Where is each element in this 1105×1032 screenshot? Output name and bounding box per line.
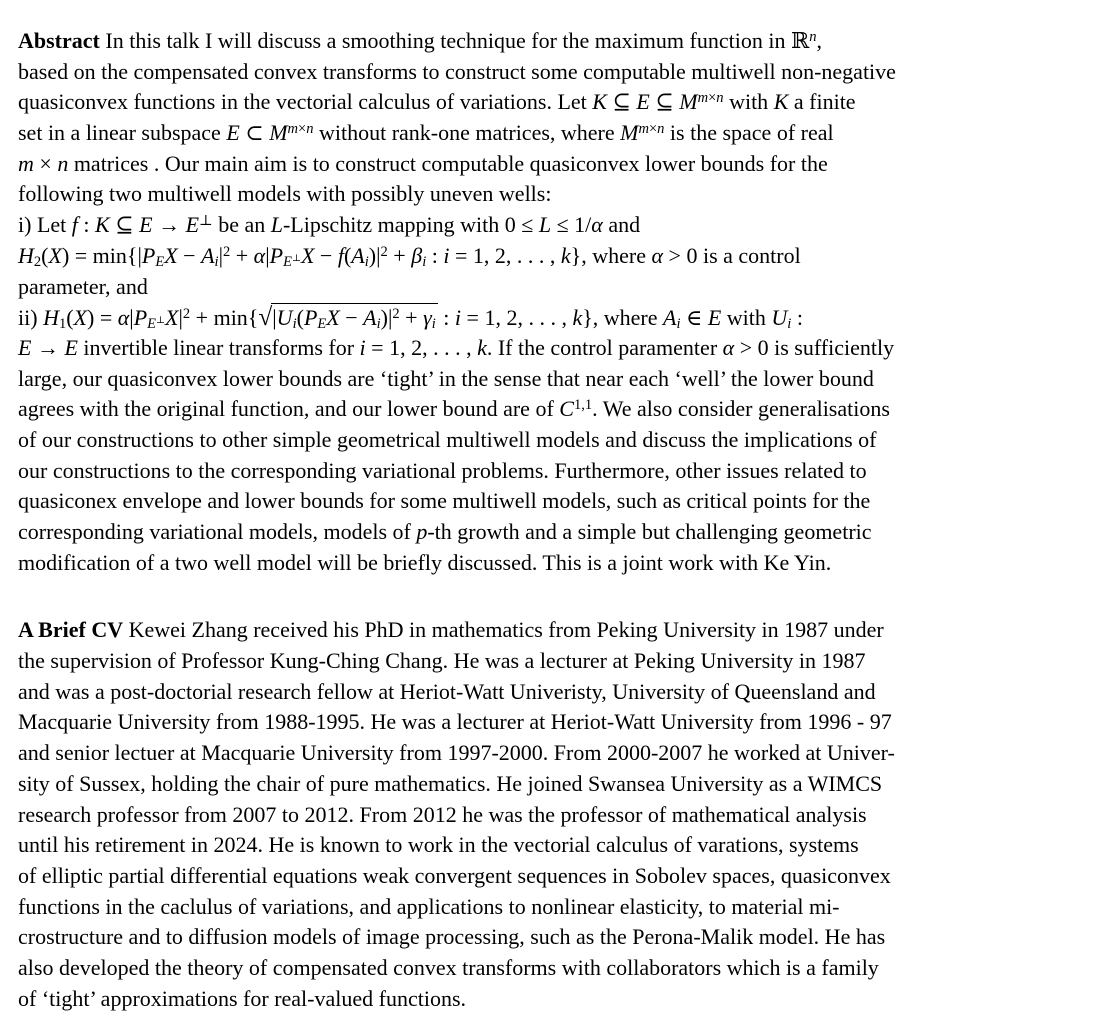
text-line: Macquarie University from 1988-1995. He was a lecturer at Heriot-Watt University from 1996 - 97	[18, 709, 892, 735]
text-line: set in a linear subspace E ⊂ $M^{m\times n}$ without rank-one matrices, where $M^{m\times n}$ is the space of real	[18, 120, 834, 146]
text-line: E → E invertible linear transforms for i = 1, 2, . . . , k. If the control paramenter α > 0 is sufficiently	[18, 334, 895, 360]
abstract-paragraph	[18, 26, 1086, 578]
text-line: following two multiwell models with possibly uneven wells:	[18, 181, 552, 207]
text-line: m × n matrices . Our main aim is to construct computable quasiconvex lower bounds for the	[18, 150, 828, 176]
text-line: until his retirement in 2024. He is known to work in the vectorial calculus of varations, systems	[18, 832, 859, 858]
text-line: sity of Sussex, holding the chair of pure mathematics. He joined Swansea University as a WIMCS	[18, 770, 883, 796]
text-line: of elliptic partial differential equations weak convergent sequences in Sobolev spaces, quasiconvex	[18, 862, 891, 888]
cv-paragraph	[18, 615, 1086, 1014]
text-line: ii) $H_1(X) = \alpha|P_{E^\perp}X|^2 + \min\{√|U_i(P_EX - A_i)|^2 + \gamma_i$ : i = 1, 2, . . . , k}, where $A_i$ ∈ E with $U_i$ :	[18, 303, 803, 333]
text-line: parameter, and	[18, 273, 148, 299]
text-line: agrees with the original function, and our lower bound are of C$^{1,1}$. We also consider generalisations	[18, 396, 890, 422]
text-line: also developed the theory of compensated convex transforms with collaborators which is a family	[18, 954, 879, 980]
text-line: and senior lectuer at Macquarie University from 1997-2000. From 2000-2007 he worked at Univer-	[18, 740, 895, 766]
text-line: based on the compensated convex transforms to construct some computable multiwell non-negative	[18, 58, 896, 84]
text-line: our constructions to the corresponding variational problems. Furthermore, other issues related to	[18, 457, 867, 483]
text-line: quasiconvex functions in the vectorial calculus of variations. Let K ⊆ E ⊆ $M^{m\times n}$ with K a finite	[18, 89, 856, 115]
text-line: quasiconex envelope and lower bounds for some multiwell models, such as critical points for the	[18, 488, 871, 514]
text-line: of our constructions to other simple geometrical multiwell models and discuss the implications of	[18, 426, 877, 452]
text-line: research professor from 2007 to 2012. From 2012 he was the professor of mathematical analysis	[18, 801, 867, 827]
text-line: functions in the caclulus of variations, and applications to nonlinear elasticity, to material mi-	[18, 893, 840, 919]
text-line: i) Let f : K ⊆ E → E⊥ be an L-Lipschitz mapping with 0 ≤ L ≤ 1/α and	[18, 212, 641, 238]
text-line: corresponding variational models, models of p-th growth and a simple but challenging geometric	[18, 519, 872, 544]
text-line: A Brief CV Kewei Zhang received his PhD in mathematics from Peking University in 1987 under	[18, 617, 884, 643]
text-line: $H_2(X) = \min\{|P_EX - A_i|^2 + \alpha|P_{E^\perp}X - f(A_i)|^2 + \beta_i$ : i = 1, 2, . . . , k}, where α > 0 is a control	[18, 242, 801, 270]
cv-heading: A Brief CV	[18, 617, 124, 643]
text-line: of ‘tight’ approximations for real-valued functions.	[18, 985, 467, 1011]
text-line: large, our quasiconvex lower bounds are ‘tight’ in the sense that near each ‘well’ the lower bound	[18, 365, 874, 391]
text-line: crostructure and to diffusion models of image processing, such as the Perona-Malik model. He has	[18, 924, 886, 950]
text-line: Abstract In this talk I will discuss a smoothing technique for the maximum function in ℝ$^n$,	[18, 28, 822, 53]
text-line: modification of a two well model will be briefly discussed. This is a joint work with Ke Yin.	[18, 549, 832, 575]
text-line: and was a post-doctorial research fellow at Heriot-Watt Univeristy, University of Queensland and	[18, 678, 876, 704]
text-line: the supervision of Professor Kung-Ching Chang. He was a lecturer at Peking University in 1987	[18, 648, 866, 674]
abstract-heading: Abstract	[18, 28, 100, 53]
